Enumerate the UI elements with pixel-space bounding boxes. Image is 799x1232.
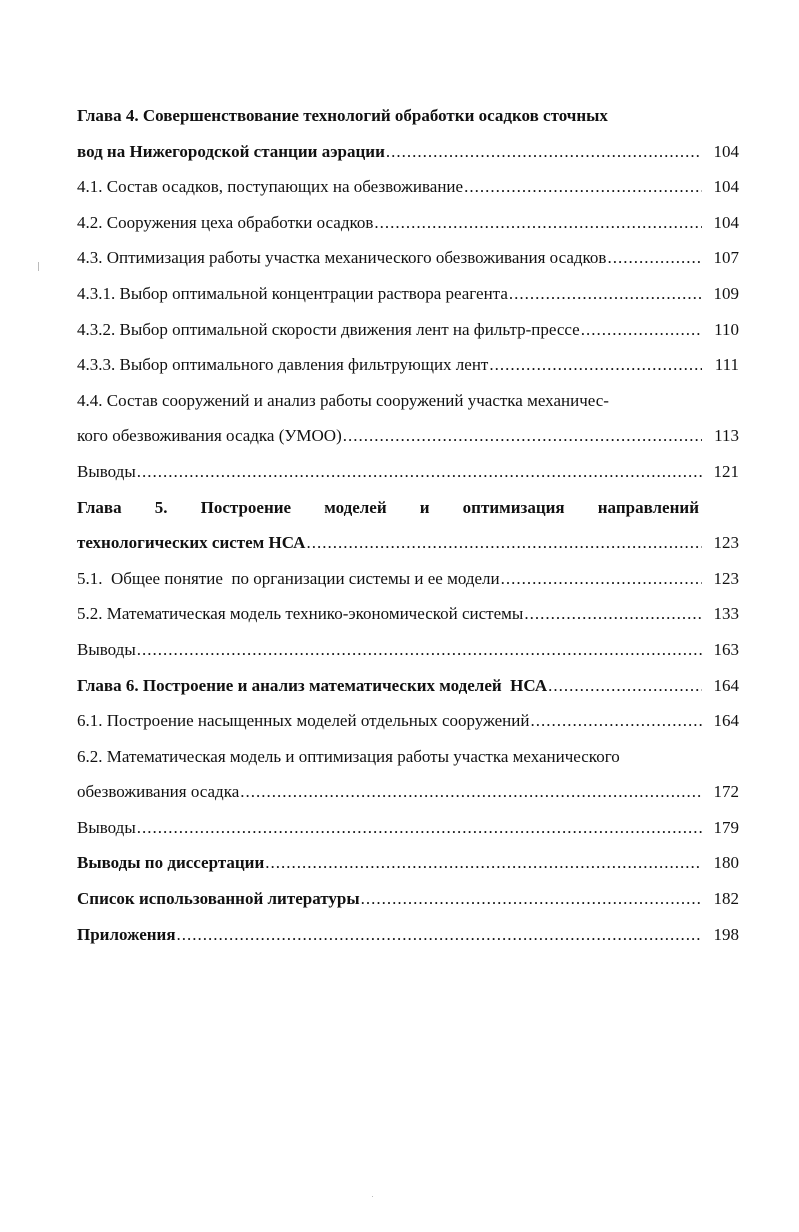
dot-leader bbox=[361, 881, 702, 917]
toc-entry-text: Список использованной литературы bbox=[77, 889, 360, 909]
dot-leader bbox=[530, 703, 702, 739]
dot-leader bbox=[607, 240, 702, 276]
table-of-contents bbox=[77, 98, 739, 952]
dot-leader bbox=[489, 347, 702, 383]
dot-leader bbox=[386, 134, 702, 170]
toc-page-number: 110 bbox=[714, 319, 739, 339]
toc-chapter-6 bbox=[77, 668, 739, 704]
dot-leader bbox=[306, 525, 702, 561]
toc-section-4-3 bbox=[77, 240, 739, 276]
toc-entry-text: Приложения bbox=[77, 924, 176, 944]
toc-page-number: 121 bbox=[713, 461, 739, 481]
toc-section-6-2-heading bbox=[77, 739, 739, 775]
toc-entry-text: 6.1. Построение насыщенных моделей отдельных сооружений bbox=[77, 711, 530, 731]
toc-section-4-1 bbox=[77, 169, 739, 205]
toc-references bbox=[77, 881, 739, 917]
toc-page-number: 163 bbox=[713, 639, 739, 659]
toc-entry-text: Глава 4. Совершенствование технологий обработки осадков сточных bbox=[77, 106, 608, 125]
toc-section-5-2 bbox=[77, 596, 739, 632]
toc-entry-text: кого обезвоживания осадка (УМОО) bbox=[77, 426, 342, 446]
toc-page-number: 198 bbox=[713, 924, 739, 944]
toc-entry-text: вод на Нижегородской станции аэрации bbox=[77, 141, 385, 161]
toc-conclusions-4 bbox=[77, 454, 739, 490]
dot-leader bbox=[137, 454, 702, 490]
toc-section-4-3-1 bbox=[77, 276, 739, 312]
toc-page-number: 180 bbox=[713, 853, 739, 873]
toc-section-4-3-3 bbox=[77, 347, 739, 383]
toc-section-4-2 bbox=[77, 205, 739, 241]
toc-page-number: 172 bbox=[713, 782, 739, 802]
toc-page-number: 113 bbox=[714, 426, 739, 446]
toc-page-number: 133 bbox=[713, 604, 739, 624]
toc-page-number: 111 bbox=[714, 355, 739, 375]
toc-entry-text: 4.2. Сооружения цеха обработки осадков bbox=[77, 212, 374, 232]
toc-page-number: 109 bbox=[713, 283, 739, 303]
dot-leader bbox=[343, 418, 702, 454]
dot-leader bbox=[548, 668, 702, 704]
toc-entry-text: 6.2. Математическая модель и оптимизация работы участка механического bbox=[77, 746, 620, 766]
toc-entry-text: Выводы bbox=[77, 461, 136, 481]
dot-leader bbox=[501, 561, 702, 597]
toc-page-number: 164 bbox=[713, 675, 739, 695]
toc-page-number: 182 bbox=[713, 889, 739, 909]
dot-leader bbox=[374, 205, 702, 241]
dot-leader bbox=[524, 596, 702, 632]
toc-chapter-4-heading bbox=[77, 98, 739, 134]
dot-leader bbox=[240, 774, 702, 810]
toc-chapter-5 bbox=[77, 525, 739, 561]
toc-entry-text: 5.2. Математическая модель технико-экономической системы bbox=[77, 604, 524, 624]
toc-entry-text: 4.3.1. Выбор оптимальной концентрации раствора реагента bbox=[77, 283, 508, 303]
toc-entry-text: Выводы по диссертации bbox=[77, 853, 265, 873]
toc-conclusions-5 bbox=[77, 632, 739, 668]
toc-page-number: 164 bbox=[713, 711, 739, 731]
toc-entry-text: 4.3.2. Выбор оптимальной скорости движения лент на фильтр-прессе bbox=[77, 319, 580, 339]
scan-mark bbox=[38, 262, 39, 271]
toc-page-number: 123 bbox=[713, 568, 739, 588]
dot-leader bbox=[137, 632, 702, 668]
toc-page-number: 179 bbox=[713, 817, 739, 837]
toc-section-4-3-2 bbox=[77, 312, 739, 348]
toc-chapter-4 bbox=[77, 134, 739, 170]
toc-entry-text: 4.1. Состав осадков, поступающих на обезвоживание bbox=[77, 177, 464, 197]
dot-leader bbox=[265, 845, 702, 881]
toc-page-number: 104 bbox=[713, 141, 739, 161]
toc-entry-text: Выводы bbox=[77, 817, 136, 837]
scan-mark bbox=[372, 1196, 373, 1197]
toc-section-4-4 bbox=[77, 418, 739, 454]
dot-leader bbox=[137, 810, 702, 846]
toc-entry-text: технологических систем НСА bbox=[77, 533, 306, 553]
toc-section-6-2 bbox=[77, 774, 739, 810]
toc-conclusions-6 bbox=[77, 810, 739, 846]
dot-leader bbox=[509, 276, 702, 312]
toc-thesis-conclusions bbox=[77, 845, 739, 881]
dot-leader bbox=[464, 169, 702, 205]
toc-chapter-5-heading bbox=[77, 490, 739, 526]
toc-appendices bbox=[77, 917, 739, 953]
toc-page-number: 123 bbox=[713, 533, 739, 553]
toc-entry-text: обезвоживания осадка bbox=[77, 782, 240, 802]
toc-page-number: 104 bbox=[713, 177, 739, 197]
toc-section-4-4-heading bbox=[77, 383, 739, 419]
toc-entry-text: 4.4. Состав сооружений и анализ работы сооружений участка механичес- bbox=[77, 390, 609, 410]
toc-section-5-1 bbox=[77, 561, 739, 597]
toc-entry-text: 5.1. Общее понятие по организации системы и ее модели bbox=[77, 568, 500, 588]
dot-leader bbox=[177, 917, 702, 953]
toc-entry-text: 4.3. Оптимизация работы участка механического обезвоживания осадков bbox=[77, 248, 607, 268]
toc-entry-text: Глава 6. Построение и анализ математических моделей НСА bbox=[77, 675, 548, 695]
toc-entry-text: Выводы bbox=[77, 639, 136, 659]
toc-entry-text: Глава 5. Построение моделей и оптимизация направлений bbox=[77, 497, 699, 517]
dot-leader bbox=[581, 312, 702, 348]
toc-entry-text: 4.3.3. Выбор оптимального давления фильтрующих лент bbox=[77, 355, 489, 375]
toc-page-number: 104 bbox=[713, 212, 739, 232]
toc-page-number: 107 bbox=[713, 248, 739, 268]
toc-section-6-1 bbox=[77, 703, 739, 739]
